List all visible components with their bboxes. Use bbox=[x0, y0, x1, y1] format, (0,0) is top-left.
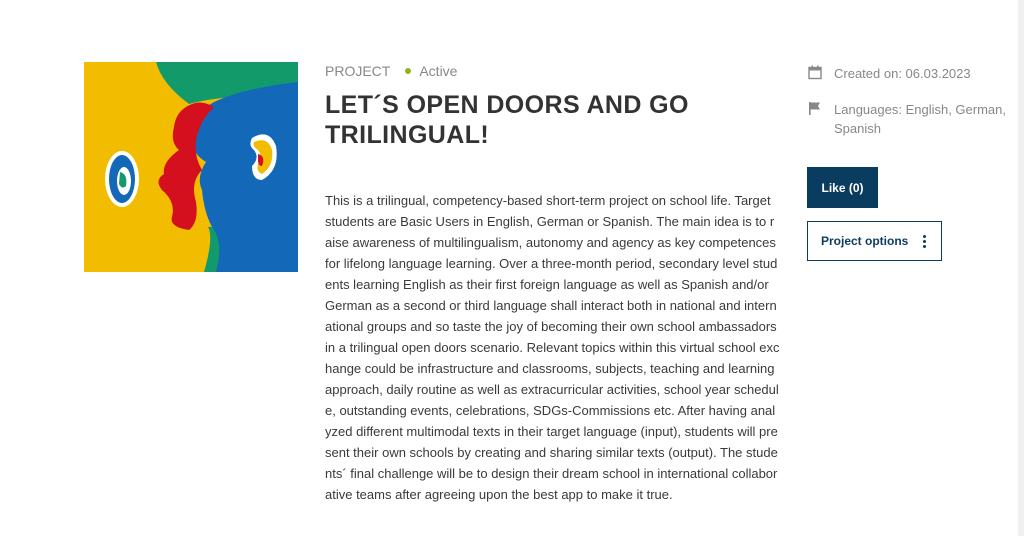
status-text: Active bbox=[419, 63, 458, 79]
calendar-icon bbox=[808, 65, 822, 80]
more-vertical-icon bbox=[923, 235, 926, 248]
scrollbar-edge bbox=[1018, 0, 1024, 536]
status-dot-icon bbox=[405, 68, 411, 74]
project-meta bbox=[325, 63, 457, 79]
page-title: LET´S OPEN DOORS AND GO TRILINGUAL! bbox=[325, 91, 689, 149]
languages-info bbox=[808, 100, 1020, 138]
project-options-button[interactable] bbox=[807, 221, 942, 261]
project-image bbox=[84, 62, 298, 272]
project-options-label: Project options bbox=[821, 234, 909, 248]
created-date bbox=[808, 64, 971, 83]
languages-text: Languages: English, German, Spanish bbox=[834, 102, 1006, 136]
project-description: This is a trilingual, competency-based short-term project on school life. Target students are Basic Users in English, German or Spanish. The main idea is to raise awareness of multilingualism, autonomy and agency as key competences for lifelong language learning. Over a three-month period, secondary level students learning English as their first foreign language as well as Spanish and/or German as a second or third language shall interact both in national and international groups and so taste the joy of becoming their own school ambassadors in a trilingual open doors scenario. Relevant topics within this virtual school exchange could be infrastructure and classrooms, subjects, teaching and learning approach, daily routine as well as extracurricular activities, school year schedule, outstanding events, celebrations, SDGs-Commissions etc. After having analyzed different multimodal texts in their target language (input), students will present their own schools by creating and sharing similar texts (output). The students´ final challenge will be to design their dream school in international collaborative teams after agreeing upon the best app to make it true. bbox=[325, 193, 780, 502]
project-type-label: PROJECT bbox=[325, 63, 391, 79]
like-button[interactable]: Like (0) bbox=[807, 167, 878, 208]
created-date-text: Created on: 06.03.2023 bbox=[834, 66, 971, 81]
european-languages-logo-icon bbox=[84, 62, 298, 272]
flag-icon bbox=[808, 101, 822, 116]
